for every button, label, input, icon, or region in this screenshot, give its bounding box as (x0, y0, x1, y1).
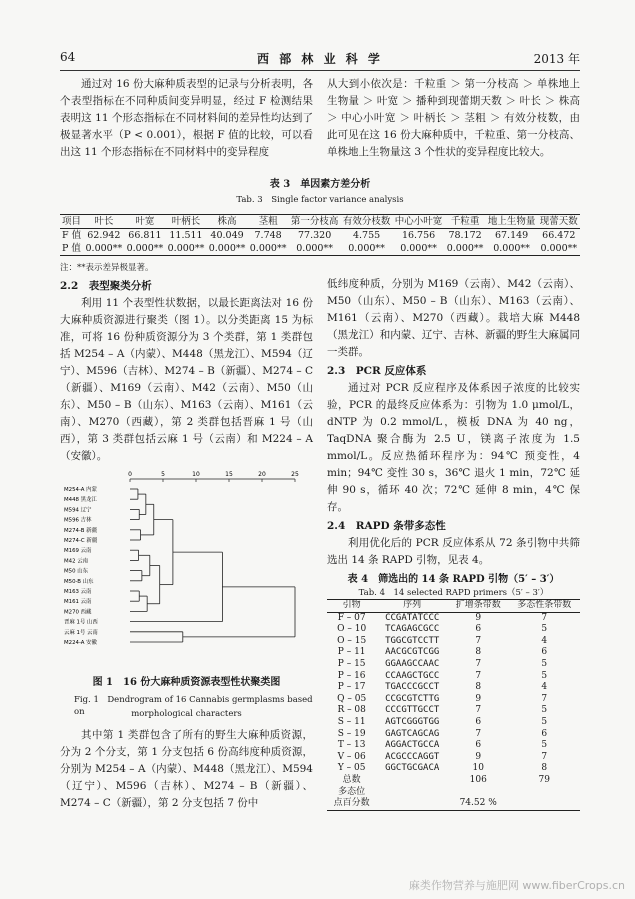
table4-cell: TGGCGTCCTT (385, 635, 440, 646)
table3-header-cell: 地上生物量 (487, 216, 536, 227)
table4-poly-row-2 (327, 798, 580, 810)
dendrogram-leaf-label: M270 西藏 (64, 609, 92, 616)
dendrogram-tick-label: 5 (161, 471, 165, 478)
header-rule (60, 70, 580, 71)
table4-cell: 8 (475, 682, 482, 693)
dendrogram-leaf-label: M50 山东 (64, 568, 89, 575)
table4-cell: 5 (541, 658, 548, 669)
dendrogram-leaf-label: M254-A 内蒙 (64, 487, 97, 493)
table4-cell: AGGACTGCCA (385, 740, 440, 751)
dendrogram-axis (128, 471, 299, 482)
right-mid-column (327, 276, 580, 811)
left-top-paragraph: 通过对 16 份大麻种质表型的记录与分析表明，各个表型指标在不同种质间变异明显，经过 F 检测结果表明这 11 个形态指标在不同材料间的差异性均达到了极显著水平（P < 0.001），根据 F 值的比较，可以看出这 11 个形态指标在不同材料中的变异程度 (60, 78, 313, 158)
dendrogram-leaf-label: M594 辽宁 (64, 507, 92, 514)
table4-total-row (327, 775, 580, 787)
left-top-column (60, 76, 313, 161)
journal-title: 西 部 林 业 科 学 (257, 52, 383, 66)
table4-cell: 7 (541, 751, 548, 762)
table4-row (327, 752, 580, 764)
table4-row (327, 705, 580, 717)
table4-cell: AACGCGTCGG (385, 647, 440, 658)
left-bottom-paragraph: 其中第 1 类群包含了所有的野生大麻种质资源，分为 2 个分支，第 1 分支包括 6 份高纬度种质资源，分别为 M254 – A（内蒙）、M448（黑龙江）、M594（辽宁）、M596（吉林）、M274 – B（新疆）、M274 – C（新疆），第 2 分支包括 7 份中 (60, 729, 313, 809)
table4-cell: 7 (475, 670, 482, 681)
table3-cell: 66.472 (542, 230, 576, 241)
table4-cell: CCAAGCTGCC (385, 670, 440, 681)
table4-header-cell: 引物 (342, 600, 361, 610)
section-2-3-heading: 2.3 PCR 反应体系 (327, 365, 427, 377)
table4-cell: 4 (541, 635, 548, 646)
table3-cell: 0.000** (400, 243, 437, 254)
dendrogram-leaf-label: M161 云南 (64, 599, 92, 606)
right-paragraph-1: 低纬度种质，分别为 M169（云南）、M42（云南）、M50（山东）、M50 – B（山东）、M163（云南）、M161（云南）、M270（西藏）。栽培大麻 M448（黑龙江）和内蒙、辽宁、吉林、新疆的野生大麻属同一类群。 (327, 278, 580, 358)
section-2-3-paragraph: 通过对 PCR 反应程序及体系因子浓度的比较实验，PCR 的最终反应体系为：引物为 1.0 μmol/L，dNTP 为 0.2 mmol/L，模板 DNA 为 40 ng，TaqDNA 聚合酶为 2.5 U，镁离子浓度为 1.5 mmol/L。反应热循环程序为：94℃ 预变性，4 min；94℃ 变性 30 s，36℃ 退火 1 min，72℃ 延伸 90 s，循环 40 次；72℃ 延伸 8 min，4℃ 保存。 (327, 382, 580, 513)
table3-cell: 0.000** (540, 243, 578, 254)
table4-cell: GAGTCAGCAG (385, 728, 440, 739)
watermark: 麻类作物营养与施肥网 www.fiberCrops.cn (408, 879, 625, 892)
section-2-2-heading: 2.2 表型聚类分析 (60, 280, 152, 292)
table3-cell: 40.049 (210, 230, 244, 241)
table4-cell: 6 (541, 728, 548, 739)
table4-cell: 8 (541, 763, 548, 774)
table3-header-cell: 中心小叶宽 (394, 216, 443, 227)
table4-row (327, 740, 580, 752)
table4-cell: 7 (541, 612, 548, 623)
table3 (60, 214, 580, 256)
dendrogram-lines (130, 489, 295, 642)
table3-title-en: Tab. 3 Single factor variance analysis (236, 195, 404, 205)
dendrogram-leaf-label: M42 云南 (64, 558, 89, 565)
table4-cell: TCAGAGCGCC (385, 624, 440, 635)
table3-cell: 0.000** (85, 243, 123, 254)
table4-cell: 5 (541, 670, 548, 681)
table4-cell: AGTCGGGTGG (385, 716, 440, 727)
dendrogram-leaf-label: M448 黑龙江 (64, 497, 97, 504)
table4-header-cell: 多态性条带数 (517, 600, 572, 610)
table4-cell: Y – 05 (337, 763, 366, 774)
table4-cell: 9 (475, 693, 482, 704)
table3-cell: P 值 (62, 243, 81, 254)
table4-poly-label-1: 多态位 (338, 786, 366, 797)
dendrogram-labels (64, 485, 98, 646)
table3-cell: 7.748 (254, 230, 282, 241)
dendrogram-leaf-label: M224-A 安徽 (64, 640, 97, 646)
table3-body (60, 229, 580, 256)
table4-row (327, 624, 580, 636)
table3-cell: 0.000** (296, 243, 333, 254)
table3-cell: 66.811 (128, 230, 162, 241)
table4-cell: 9 (475, 751, 482, 762)
table4-cell: 7 (541, 693, 548, 704)
table3-row (60, 242, 580, 256)
table4-cell: S – 19 (337, 728, 366, 739)
table4-cell: T – 13 (337, 740, 366, 751)
table4-cell: 7 (475, 728, 482, 739)
section-2-4-paragraph: 利用优化后的 PCR 反应体系从 72 条引物中共筛选出 14 条 RAPD 引物，见表 4。 (327, 537, 580, 566)
table4-title-en: Tab. 4 14 selected RAPD primers（5′ – 3′） (358, 588, 549, 598)
table4-cell: F – 07 (337, 612, 366, 623)
table3-header-cell: 株高 (217, 216, 237, 227)
table4-row (327, 647, 580, 659)
table4-cell: CCGATATCCC (385, 612, 440, 623)
table4-cell: ACGCCCAGGT (385, 751, 440, 762)
table4-header-cell: 序列 (403, 600, 422, 610)
table4-cell: 6 (541, 647, 548, 658)
dendrogram-leaf-label: 云麻 1号 云南 (64, 629, 98, 636)
right-top-column (327, 76, 580, 161)
table4 (327, 599, 580, 811)
dendrogram-leaf-label: M274-B 新疆 (64, 527, 97, 534)
table3-cell: 16.756 (401, 230, 436, 241)
table3-cell: 0.000** (167, 243, 205, 254)
table4-row (327, 682, 580, 694)
table4-cell: GGCTGCGACA (385, 763, 440, 774)
table4-cell: P – 11 (337, 647, 366, 658)
table4-cell: S – 11 (337, 716, 366, 727)
page-number: 64 (60, 50, 76, 64)
table4-cell: 5 (541, 740, 548, 751)
table4-row (327, 659, 580, 671)
section-2-4-heading: 2.4 RAPD 条带多态性 (327, 520, 446, 532)
table4-body (327, 612, 580, 810)
table4-cell: P – 16 (337, 670, 366, 681)
table3-cell: 0.000** (249, 243, 287, 254)
left-bottom-column (60, 727, 313, 812)
table4-cell: 7 (475, 658, 482, 669)
table3-cell: 11.511 (169, 230, 203, 241)
table3-title: 表 3 单因素方差分析 (269, 179, 371, 190)
table4-cell: TGACCCGCCT (385, 682, 440, 693)
table4-cell: Q – 05 (337, 693, 367, 704)
table3-header-cell: 有效分枝数 (342, 216, 391, 227)
table4-cell: 6 (475, 624, 482, 635)
table3-header-cell: 项目 (62, 216, 82, 227)
table4-cell: 9 (475, 612, 482, 623)
table3-cell: 0.000** (208, 243, 246, 254)
table4-cell: P – 15 (337, 658, 366, 669)
table3-cell: 77.320 (298, 230, 332, 241)
table4-cell: 4 (541, 682, 548, 693)
section-2-2-paragraph: 利用 11 个表型性状数据，以最长距离法对 16 份大麻种质资源进行聚类（图 1）。以分类距离 15 为标准，可将 16 份种质资源分为 3 个类群，第 1 类群包括 M254 – A（内蒙）、M448（黑龙江）、M594（辽宁）、M596（吉林）、M274 – B（新疆）、M274 – C（新疆）、M169（云南）、M42（云南）、M50（山东）、M50 – B（山东）、M163（云南）、M161（云南）、M270（西藏），第 2 类群包括晋麻 1 号（山西），第 3 类群包括云麻 1 号（云南）和 M224 – A（安徽）。 (60, 297, 313, 462)
table4-title: 表 4 筛选出的 14 条 RAPD 引物（5′ – 3′） (347, 574, 560, 585)
table3-row (60, 229, 580, 243)
dendrogram-tick-label: 10 (192, 471, 200, 478)
dendrogram-leaf-label: 晋麻 1号 山西 (64, 619, 98, 626)
dendrogram-leaf-label: M274-C 新疆 (64, 538, 98, 544)
dendrogram-tick-label: 0 (128, 471, 132, 478)
table3-header-cell: 叶长 (94, 216, 114, 227)
table3-header-cell: 茎粗 (258, 216, 278, 227)
table3-header-cell: 叶柄长 (171, 216, 201, 227)
table3-header-cell: 第一分枝高 (290, 216, 339, 227)
table4-cell: R – 08 (337, 705, 366, 716)
dendrogram-tick-label: 20 (258, 471, 266, 478)
table3-note: 注：**表示差异极显著。 (60, 263, 154, 273)
table3-cell: 67.149 (494, 230, 529, 241)
table4-row (327, 729, 580, 741)
table4-total-poly: 79 (538, 774, 550, 785)
table4-poly-row-1 (327, 787, 580, 799)
table3-cell: 0.000** (348, 243, 385, 254)
dendrogram-leaf-label: M163 云南 (64, 589, 92, 595)
page-header (60, 50, 580, 68)
table4-row (327, 612, 580, 624)
table4-cell: P – 17 (337, 682, 366, 693)
dendrogram-tick-label: 25 (291, 471, 299, 478)
table3-cell: 78.172 (448, 230, 482, 241)
right-top-paragraph: 从大到小依次是：千粒重 ＞ 第一分枝高 ＞ 单株地上生物量 ＞ 叶宽 ＞ 播种到现蕾期天数 ＞ 叶长 ＞ 株高 ＞ 中心小叶宽 ＞ 叶柄长 ＞ 茎粗 ＞ 有效分枝数，由此可见在这 16 份大麻种质中，千粒重、第一分枝高、单株地上生物量这 3 个性状的变异程度比较大。 (327, 78, 580, 158)
table3-cell: 4.755 (352, 230, 381, 241)
table3-cell: 0.000** (493, 243, 530, 254)
table3-header-cell: 现蕾天数 (539, 216, 578, 227)
dendrogram-leaf-label: M50-B 山东 (64, 578, 94, 585)
table4-cell: GGAAGCCAAC (385, 658, 440, 669)
table4-cell: 6 (475, 716, 482, 727)
left-mid-column (60, 276, 313, 465)
table3-cell: F 值 (62, 230, 82, 241)
figure1-caption-en-line1: Fig. 1 Dendrogram of 16 Cannabis germplasms based on (74, 695, 313, 717)
table4-cell: 5 (541, 624, 548, 635)
table4-cell: 8 (475, 647, 482, 658)
table4-row (327, 763, 580, 775)
table4-header-cell: 扩增条带数 (455, 600, 501, 610)
figure1-caption: 图 1 16 份大麻种质资源表型性状聚类图 (92, 677, 281, 688)
table4-row (327, 671, 580, 683)
table4-poly-label-2: 点百分数 (333, 798, 370, 809)
table4-row (327, 694, 580, 706)
table3-header-cell: 千粒重 (450, 216, 480, 227)
table4-header-row (327, 600, 580, 613)
table3-header-row (60, 215, 580, 229)
table4-cell: V – 06 (337, 751, 366, 762)
table3-cell: 0.000** (126, 243, 164, 254)
table4-total-amp: 106 (469, 774, 487, 785)
table4-cell: 7 (475, 705, 482, 716)
table4-row (327, 636, 580, 648)
table4-cell: 7 (475, 635, 482, 646)
table4-cell: CCCGTTGCCT (385, 705, 440, 716)
dendrogram-leaf-label: M596 吉林 (64, 517, 92, 524)
table4-cell: O – 10 (337, 624, 367, 635)
journal-year: 2013 年 (533, 52, 580, 66)
table3-cell: 0.000** (446, 243, 484, 254)
table3-cell: 62.942 (87, 230, 121, 241)
table4-cell: 5 (541, 716, 548, 727)
table4-total-label: 总数 (342, 774, 361, 785)
table4-cell: 10 (472, 763, 484, 774)
table4-row (327, 717, 580, 729)
table4-cell: CCGCGTCTTG (385, 693, 440, 704)
figure1-caption-en-line2: morphological characters (131, 709, 242, 719)
table4-poly-pct: 74.52 % (459, 798, 497, 809)
dendrogram-figure (62, 467, 302, 667)
table4-cell: O – 15 (337, 635, 367, 646)
table4-cell: 5 (541, 705, 548, 716)
dendrogram-tick-label: 15 (225, 471, 233, 478)
table4-cell: 6 (475, 740, 482, 751)
table3-header-cell: 叶宽 (135, 216, 155, 227)
dendrogram-leaf-label: M169 云南 (64, 548, 92, 555)
